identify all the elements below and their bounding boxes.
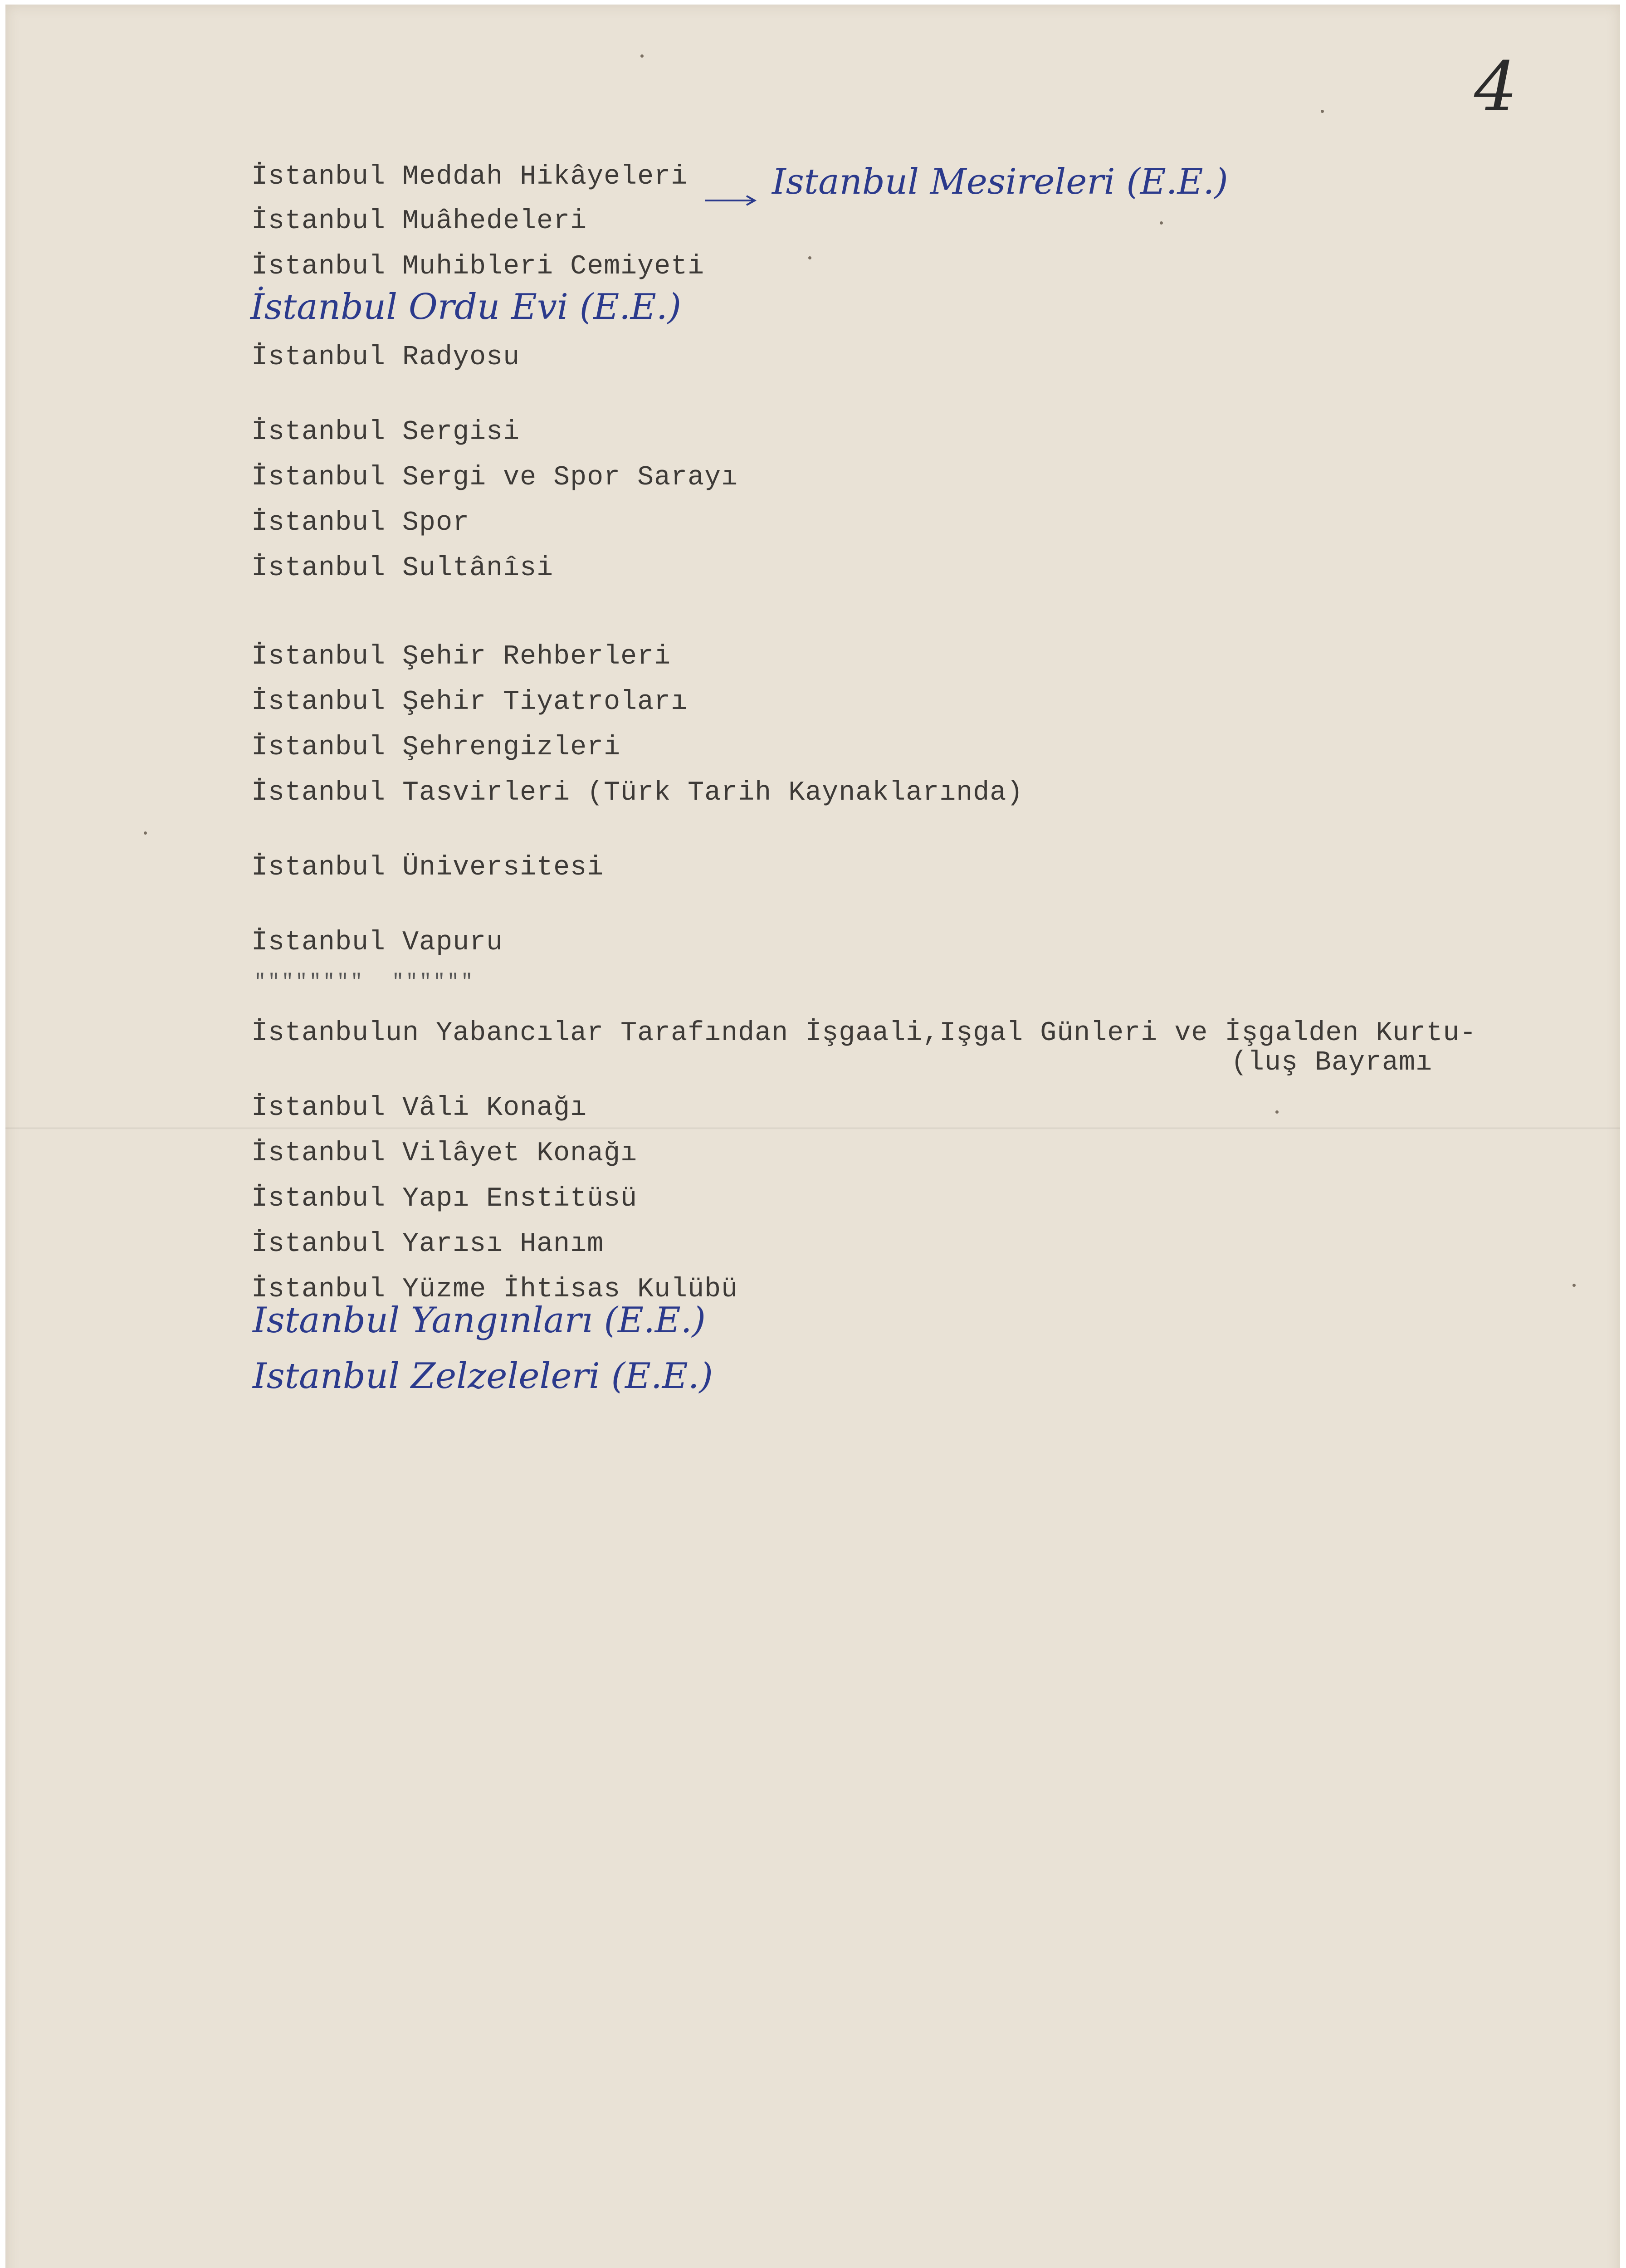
entry-line: İstanbul Şehir Rehberleri xyxy=(251,641,671,672)
paper-speck xyxy=(808,256,811,259)
entry-line: İstanbul Yarısı Hanım xyxy=(251,1229,604,1260)
entry-line: İstanbul Sultânîsi xyxy=(251,553,554,584)
paper-speck xyxy=(144,831,147,835)
paper-speck xyxy=(1275,1110,1279,1114)
handwritten-note: Istanbul Zelzeleleri (E.E.) xyxy=(253,1356,713,1397)
entry-line: İstanbul Spor xyxy=(251,508,470,538)
handwritten-note: Istanbul Yangınları (E.E.) xyxy=(253,1300,706,1341)
document-page xyxy=(5,5,1620,2268)
entry-line: İstanbulun Yabancılar Tarafından İşgaali,Işgal Günleri ve İşgalden Kurtu- xyxy=(251,1018,1477,1049)
entry-line: İstanbul Yüzme İhtisas Kulübü xyxy=(251,1274,738,1305)
entry-line: İstanbul Vâli Konağı xyxy=(251,1093,587,1124)
entry-line: İstanbul Sergisi xyxy=(251,417,520,448)
entry-line: İstanbul Şehir Tiyatroları xyxy=(251,687,688,718)
page-fold-line xyxy=(5,1127,1620,1129)
paper-speck xyxy=(1160,221,1163,225)
entry-line: İstanbul Meddah Hikâyeleri xyxy=(251,161,688,192)
paper-speck xyxy=(1572,1284,1576,1287)
entry-line: İstanbul Sergi ve Spor Sarayı xyxy=(251,462,738,493)
entry-line: İstanbul Tasvirleri (Türk Tarih Kaynaklarında) xyxy=(251,777,1024,808)
entry-line-continuation: (luş Bayramı xyxy=(1231,1047,1433,1078)
ditto-marks: """""""" """""" xyxy=(254,971,475,993)
handwritten-note: İstanbul Ordu Evi (E.E.) xyxy=(250,287,682,327)
page-number: 4 xyxy=(1474,48,1518,127)
paper-speck xyxy=(640,54,644,58)
entry-line: İstanbul Vapuru xyxy=(251,927,503,958)
entry-line: İstanbul Üniversitesi xyxy=(251,852,604,883)
entry-line: İstanbul Şehrengizleri xyxy=(251,732,621,763)
entry-line: İstanbul Yapı Enstitüsü xyxy=(251,1183,638,1214)
handwritten-arrow-icon xyxy=(704,191,758,209)
handwritten-note: Istanbul Mesireleri (E.E.) xyxy=(772,161,1228,202)
entry-line: İstanbul Muâhedeleri xyxy=(251,206,587,237)
paper-speck xyxy=(1321,110,1324,113)
entry-line: İstanbul Muhibleri Cemiyeti xyxy=(251,251,705,282)
entry-line: İstanbul Vilâyet Konağı xyxy=(251,1138,638,1169)
entry-line: İstanbul Radyosu xyxy=(251,342,520,373)
